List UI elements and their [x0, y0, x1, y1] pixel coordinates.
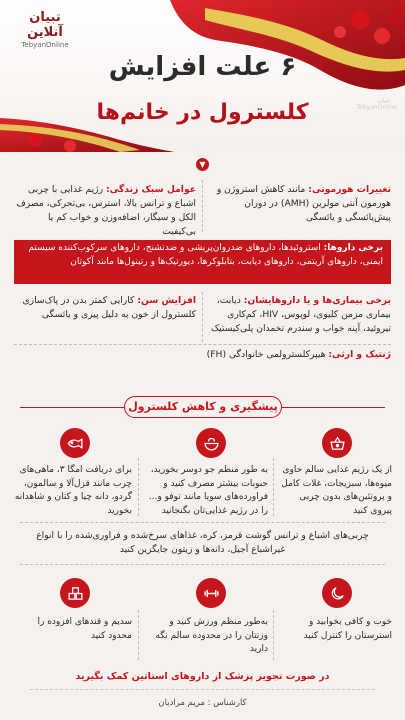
- prevention-section-header: [0, 394, 405, 422]
- logo[interactable]: [10, 10, 80, 49]
- cause-drugs-text: استروئیدها، داروهای ضدروان‌پریشی و ضدتشنج، داروهای سرکوب‌کننده سیستم ایمنی، داروهای آریتمی، داروهای دیابت، بتابلوکرها، دیورتیک‌ها و رتینول‌ها مانند آکوتان: [28, 243, 383, 267]
- divider: [14, 344, 391, 345]
- divider: [273, 458, 274, 516]
- cause-hormonal-key: تغییرات هورمونی:: [308, 184, 391, 195]
- logo-text: تبیان آنلاین: [27, 10, 63, 40]
- prevention-center-item: چربی‌های اشباع و ترانس گوشت قرمز، کره، غذاهای سرخ‌شده و فراوری‌شده را با انواع غیراشباع آجیل، دانه‌ها و زیتون جایگزین کنید: [36, 530, 369, 555]
- cause-hormonal: [208, 183, 391, 225]
- prevention-item-1: از یک رژیم غذایی سالم حاوی میوه‌ها، سبزیجات، غلات کامل و پروتئین‌های بدون چربی پیروی کنید: [281, 465, 392, 516]
- cause-age-key: افزایش سن:: [137, 295, 196, 306]
- cause-lifestyle-key: عوامل سبک زندگی:: [105, 184, 196, 195]
- divider: [138, 458, 139, 516]
- sleep-moon-icon: [322, 578, 352, 608]
- cause-age-text: کارایی کمتر بدن در پاک‌سازی کلسترول از خون به دلیل پیری و یائسگی: [22, 295, 196, 320]
- prevention-item-5: به‌طور منظم ورزش کنید و وزنتان را در محدوده سالم نگه دارید: [155, 617, 268, 654]
- header-banner: [0, 0, 405, 152]
- divider: [202, 180, 203, 232]
- watermark-en: TebyanOnline: [356, 103, 397, 111]
- dumbbell-icon: [196, 578, 226, 608]
- cause-lifestyle: [14, 183, 196, 239]
- divider: [30, 689, 375, 690]
- oat-bowl-icon: [196, 428, 226, 458]
- cause-drugs-band: [14, 240, 391, 284]
- prevention-item-6: سدیم و قندهای افزوده را محدود کنید: [37, 617, 132, 641]
- cause-genetic-text: هیپرکلسترولمی خانوادگی (FH): [206, 349, 329, 360]
- cause-diseases: [208, 294, 391, 336]
- prevention-title: پیشگیری و کاهش کلسترول: [124, 396, 282, 418]
- divider: [138, 610, 139, 660]
- cause-genetic-key: ژنتیک و ارثی:: [328, 349, 391, 360]
- credit-line: کارشناس : مریم مرادیان: [158, 698, 247, 708]
- fish-icon: [60, 428, 90, 458]
- logo-text-en: TebyanOnline: [21, 41, 69, 49]
- divider: [20, 564, 385, 565]
- divider: [282, 407, 385, 408]
- statin-note: در صورت تجویز پزشک از داروهای استاتین کمک بگیرید: [75, 671, 330, 682]
- watermark-fa: تبیان: [378, 97, 390, 104]
- sugar-cubes-icon: [60, 578, 90, 608]
- prevention-item-4: خوب و کافی بخوابید و استرستان را کنترل کنید: [303, 617, 392, 641]
- divider: [20, 407, 124, 408]
- prevention-item-2: به طور منظم جو دوسر بخورید، حبوبات بیشتر مصرف کنید و فراورده‌های سویا مانند توفو و... را در رژیم غذایی‌تان بگنجانید: [148, 465, 268, 516]
- page-title-line1: ۶ علت افزایش: [108, 52, 297, 82]
- divider: [273, 610, 274, 660]
- cause-lifestyle-text: رژیم غذایی با چربی اشباع و ترانس بالا، استرس، بی‌تحرکی، مصرف الکل و سیگار، اضافه‌وزن و خواب کم یا بی‌کیفیت: [16, 184, 196, 237]
- cause-drugs-key: برخی داروها:: [323, 243, 383, 253]
- cause-diseases-text: دیابت، بیماری مزمن کلیوی، لوپوس، HIV، کم‌کاری تیروئید، آپنه خواب و سندرم تخمدان پلی‌کیستیک: [210, 295, 391, 334]
- divider: [20, 522, 385, 523]
- page-title-line2: کلسترول در خانم‌ها: [96, 100, 309, 125]
- food-basket-icon: [322, 428, 352, 458]
- cause-genetic: [14, 349, 391, 360]
- prevention-item-3: برای دریافت امگا ۳، ماهی‌های چرب مانند قزل‌آلا و سالمون، گردو، دانه چیا و کتان و شاهدانه بخورید: [14, 465, 132, 516]
- cause-age: [14, 294, 196, 322]
- cause-hormonal-text: مانند کاهش استروژن و هورمون آنتی مولرین (AMH) در دوران پیش‌یائسگی و یائسگی: [216, 184, 391, 223]
- cause-diseases-key: برخی بیماری‌ها و یا داروهایشان:: [243, 295, 391, 306]
- divider: [202, 292, 203, 342]
- chevron-down-icon: ▼: [196, 158, 209, 171]
